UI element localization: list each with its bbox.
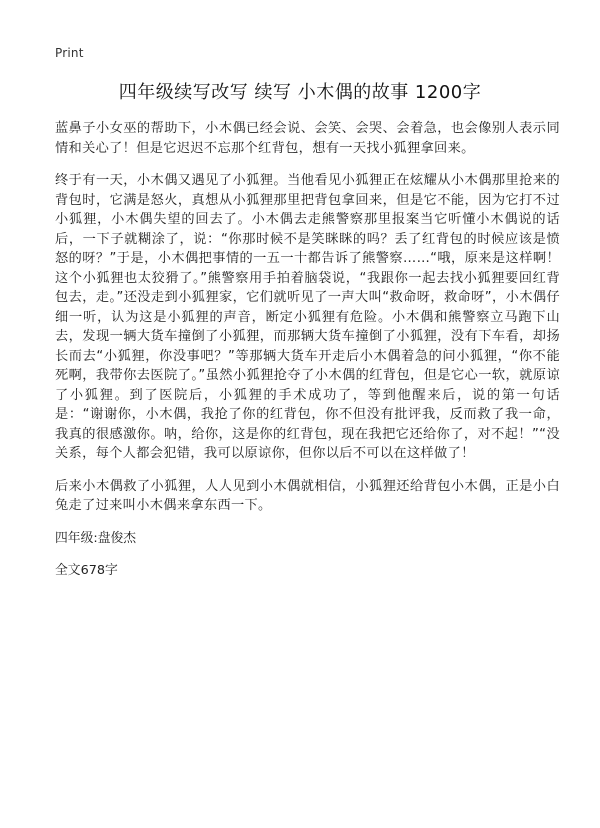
article-body xyxy=(55,119,560,593)
page-title: 四年级续写改写 续写 小木偶的故事 1200字 xyxy=(118,82,482,103)
paragraph-intro: 蓝鼻子小女巫的帮助下，小木偶已经会说、会笑、会哭、会着急，也会像别人表示同情和关心了！但是它迟迟不忘那个红背包，想有一天找小狐狸拿回来。 xyxy=(55,121,560,156)
paragraph-ending: 后来小木偶救了小狐狸，人人见到小木偶就相信，小狐狸还给背包小木偶，正是小白兔走了过来叫小木偶来拿东西一下。 xyxy=(55,478,560,513)
author-line: 四年级:盘俊杰 xyxy=(55,530,137,546)
word-count: 全文678字 xyxy=(55,562,118,578)
print-link[interactable]: Print xyxy=(55,46,84,60)
paragraph-main: 终于有一天，小木偶又遇见了小狐狸。当他看见小狐狸正在炫耀从小木偶那里抢来的背包时，它满是怒火，真想从小狐狸那里把背包拿回来，但是它不能，因为它打不过小狐狸，小木偶失望的回去了。小木偶去走熊警察那里报案当它听懂小木偶说的话后，一下子就糊涂了，说：“你那时候不是笑眯眯的吗？丢了红背包的时候应该是愤怒的呀？”于是，小木偶把事情的一五一十都告诉了熊警察……“哦，原来是这样啊！这个小狐狸也太狡猾了。”熊警察用手拍着脑袋说，“我跟你一起去找小狐狸要回红背包去，走。”还没走到小狐狸家，它们就听见了一声大叫“救命呀，救命呀”，小木偶仔细一听，认为这是小狐狸的声音，断定小狐狸有危险。小木偶和熊警察立马跑下山去，发现一辆大货车撞倒了小狐狸，而那辆大货车撞倒了小狐狸，没有下车看，却扬长而去“小狐狸，你没事吧？”等那辆大货车开走后小木偶着急的问小狐狸，“你不能死啊，我带你去医院了。”虽然小狐狸抢夺了小木偶的红背包，但是它心一软，就原谅了小狐狸。到了医院后，小狐狸的手术成功了，等到他醒来后，说的第一句话是：“谢谢你，小木偶，我抢了你的红背包，你不但没有批评我，反而救了我一命，我真的很感激你。呐，给你，这是你的红背包，现在我把它还给你了，对不起！”“没关系，每个人都会犯错，我可以原谅你，但你以后不可以在这样做了！ xyxy=(55,173,560,461)
